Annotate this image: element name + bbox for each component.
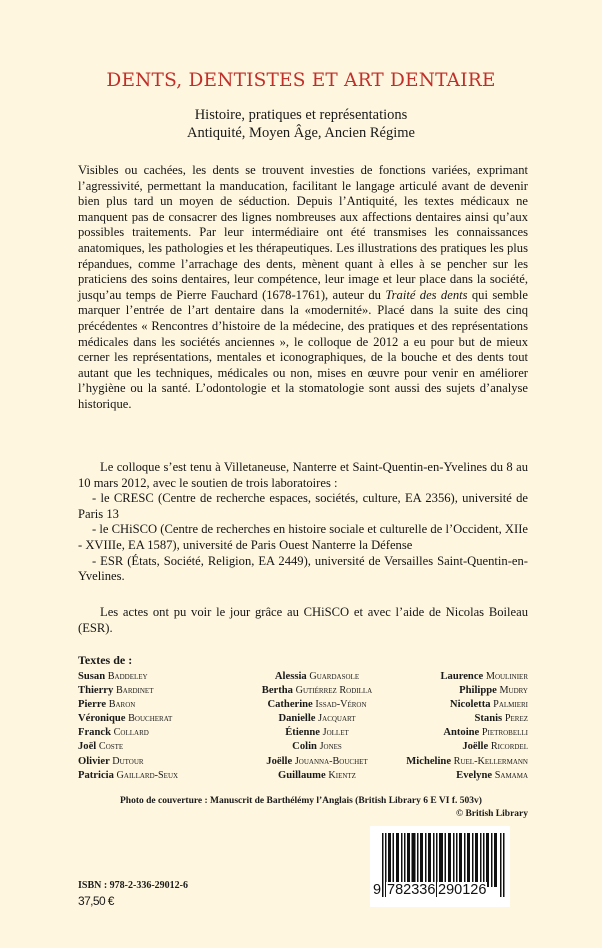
barcode [370, 826, 510, 907]
colloque-intro: Le colloque s’est tenu à Villetaneuse, Nanterre et Saint-Quentin-en-Yvelines du 8 au 10 mars 2012, avec le soutien de trois laboratoires : [78, 460, 528, 490]
contributor: Nicoletta Palmieri [449, 699, 528, 711]
contributor: Alessia Guardasole [274, 671, 360, 682]
contributors-column-3 [378, 670, 528, 783]
abstract-text-part1: Visibles ou cachées, les dents se trouvent investies de fonctions variées, exprimant l’agressivité, permettant la manducation, facilitant le langage articulé avant de devenir bien plus tard un moyen de séduction. Depuis l’Antiquité, les textes médicaux ne manquent pas de consacrer des lignes nombreuses aux affections dentaires ainsi qu’aux possibles traitements. Par leur intermédiaire ont été transmises les connaissances anatomiques, les pathologies et les thérapeutiques. Les illustrations des pratiques les plus répandues, comme l’arrachage des dents, mènent quant à elles à se pencher sur les praticiens des soins dentaires, leur compétence, leur image et leur place dans la société, jusqu’au temps de Pierre Fauchard (1678-1761), auteur du [78, 163, 528, 302]
abstract-italic-title: Traité des dents [385, 287, 468, 302]
barcode-group-2: 290126 [438, 882, 487, 898]
contributor: Antoine Pietrobelli [443, 727, 528, 739]
photo-credit-line1: Photo de couverture : Manuscrit de Barthélémy l’Anglais (British Library 6 E VI f. 503v) [120, 796, 482, 806]
isbn: ISBN : 978-2-336-29012-6 [78, 880, 188, 891]
contributor: Véronique Boucherat [78, 713, 173, 725]
contributor: Laurence Moulinier [440, 671, 528, 682]
abstract-text-part2: qui semble marquer l’entrée de l’art dentaire dans la «modernité». Placé dans la suite des cinq précédentes « Rencontres d’histoire de la médecine, des pratiques et des représentations médicales dans les sociétés anciennes », le colloque de 2012 a eu pour but de mieux cerner les représentations, mentales et iconographiques, de la bouche et des dents tout autant que les techniques, médicales ou non, mises en œuvre pour venir en améliorer l’hygiène ou la santé. L’odontologie et la stomatologie sont aussi des sujets d’analyse historique. [78, 287, 529, 411]
contributor: Olivier Dutour [78, 755, 144, 767]
contributor: Pierre Baron [78, 699, 136, 711]
price: 37,50 € [78, 894, 114, 908]
lab-item: - le CRESC (Centre de recherche espaces, sociétés, culture, EA 2356), université de Paris 13 [78, 491, 528, 521]
contributor: Catherine Issad-Véron [267, 699, 367, 711]
lab-item: - ESR (États, Société, Religion, EA 2449), université de Versailles Saint-Quentin-en-Yvelines. [78, 553, 528, 584]
contributor: Joël Coste [78, 741, 124, 753]
abstract-paragraph [78, 163, 528, 413]
contributor: Micheline Ruel-Kellermann [406, 755, 528, 767]
contributor: Joëlle Jouanna-Bouchet [266, 755, 368, 767]
contributors-column-1 [78, 670, 178, 783]
contributor: Danielle Jacquart [278, 713, 356, 725]
contributor: Susan Baddeley [78, 671, 148, 682]
contributor: Philippe Mudry [459, 685, 528, 697]
actes-paragraph [78, 605, 528, 636]
photo-credit [120, 795, 528, 820]
contributor: Stanis Perez [474, 713, 528, 725]
colloque-paragraph [78, 460, 528, 585]
contributor: Thierry Bardinet [78, 685, 154, 697]
contributor: Franck Collard [78, 727, 149, 739]
contributors-label: Textes de : [78, 653, 133, 667]
book-subtitle-line2: Antiquité, Moyen Âge, Ancien Régime [187, 125, 415, 141]
actes-text: Les actes ont pu voir le jour grâce au CHiSCO et avec l’aide de Nicolas Boileau (ESR). [78, 605, 528, 635]
book-back-cover [2, 0, 600, 948]
contributor: Patricia Gaillard-Seux [78, 769, 179, 781]
barcode-digit-first: 9 [373, 882, 382, 898]
contributor: Colin Jones [292, 741, 342, 753]
contributor: Joëlle Ricordel [462, 741, 528, 753]
barcode-group-1: 782336 [387, 882, 436, 898]
contributor: Bertha Gutiérrez Rodilla [261, 685, 373, 697]
book-title: DENTS, DENTISTES ET ART DENTAIRE [106, 70, 496, 91]
book-subtitle-line1: Histoire, pratiques et représentations [194, 107, 408, 123]
contributor: Evelyne Samama [456, 769, 528, 781]
contributor: Guillaume Kientz [278, 769, 356, 781]
lab-item: - le CHiSCO (Centre de recherches en histoire sociale et culturelle de l’Occident, XIIe - XVIIIe, EA 1587), université de Paris Ouest Nanterre la Défense [78, 522, 528, 552]
photo-credit-line2: © British Library [455, 808, 528, 819]
contributor: Étienne Jollet [285, 727, 349, 739]
